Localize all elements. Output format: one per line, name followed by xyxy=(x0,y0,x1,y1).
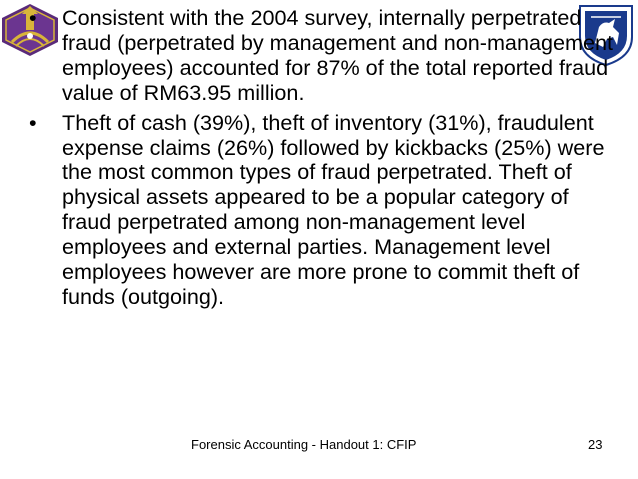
bullet-marker: • xyxy=(29,109,37,135)
bullet-text: Theft of cash (39%), theft of inventory (31%), fraudulent expense claims (26%) followed by kickbacks (25%) were the most common types of fraud perpetrated. Theft of physical assets appeared to be a popular category of fraud perpetrated among non-management level employees and external parties. Management level employees however are more prone to commit theft of funds (outgoing). xyxy=(62,109,605,309)
page-number: 23 xyxy=(588,437,603,452)
slide-body xyxy=(29,6,614,315)
footer-title: Forensic Accounting - Handout 1: CFIP xyxy=(191,437,417,452)
bullet-internal-fraud xyxy=(29,6,614,106)
bullet-fraud-types xyxy=(29,111,614,310)
bullet-marker: • xyxy=(29,5,37,30)
bullet-text: Consistent with the 2004 survey, internally perpetrated fraud (perpetrated by management and non-management employees) accounted for 87% of the total reported fraud value of RM63.95 million. xyxy=(62,5,613,105)
